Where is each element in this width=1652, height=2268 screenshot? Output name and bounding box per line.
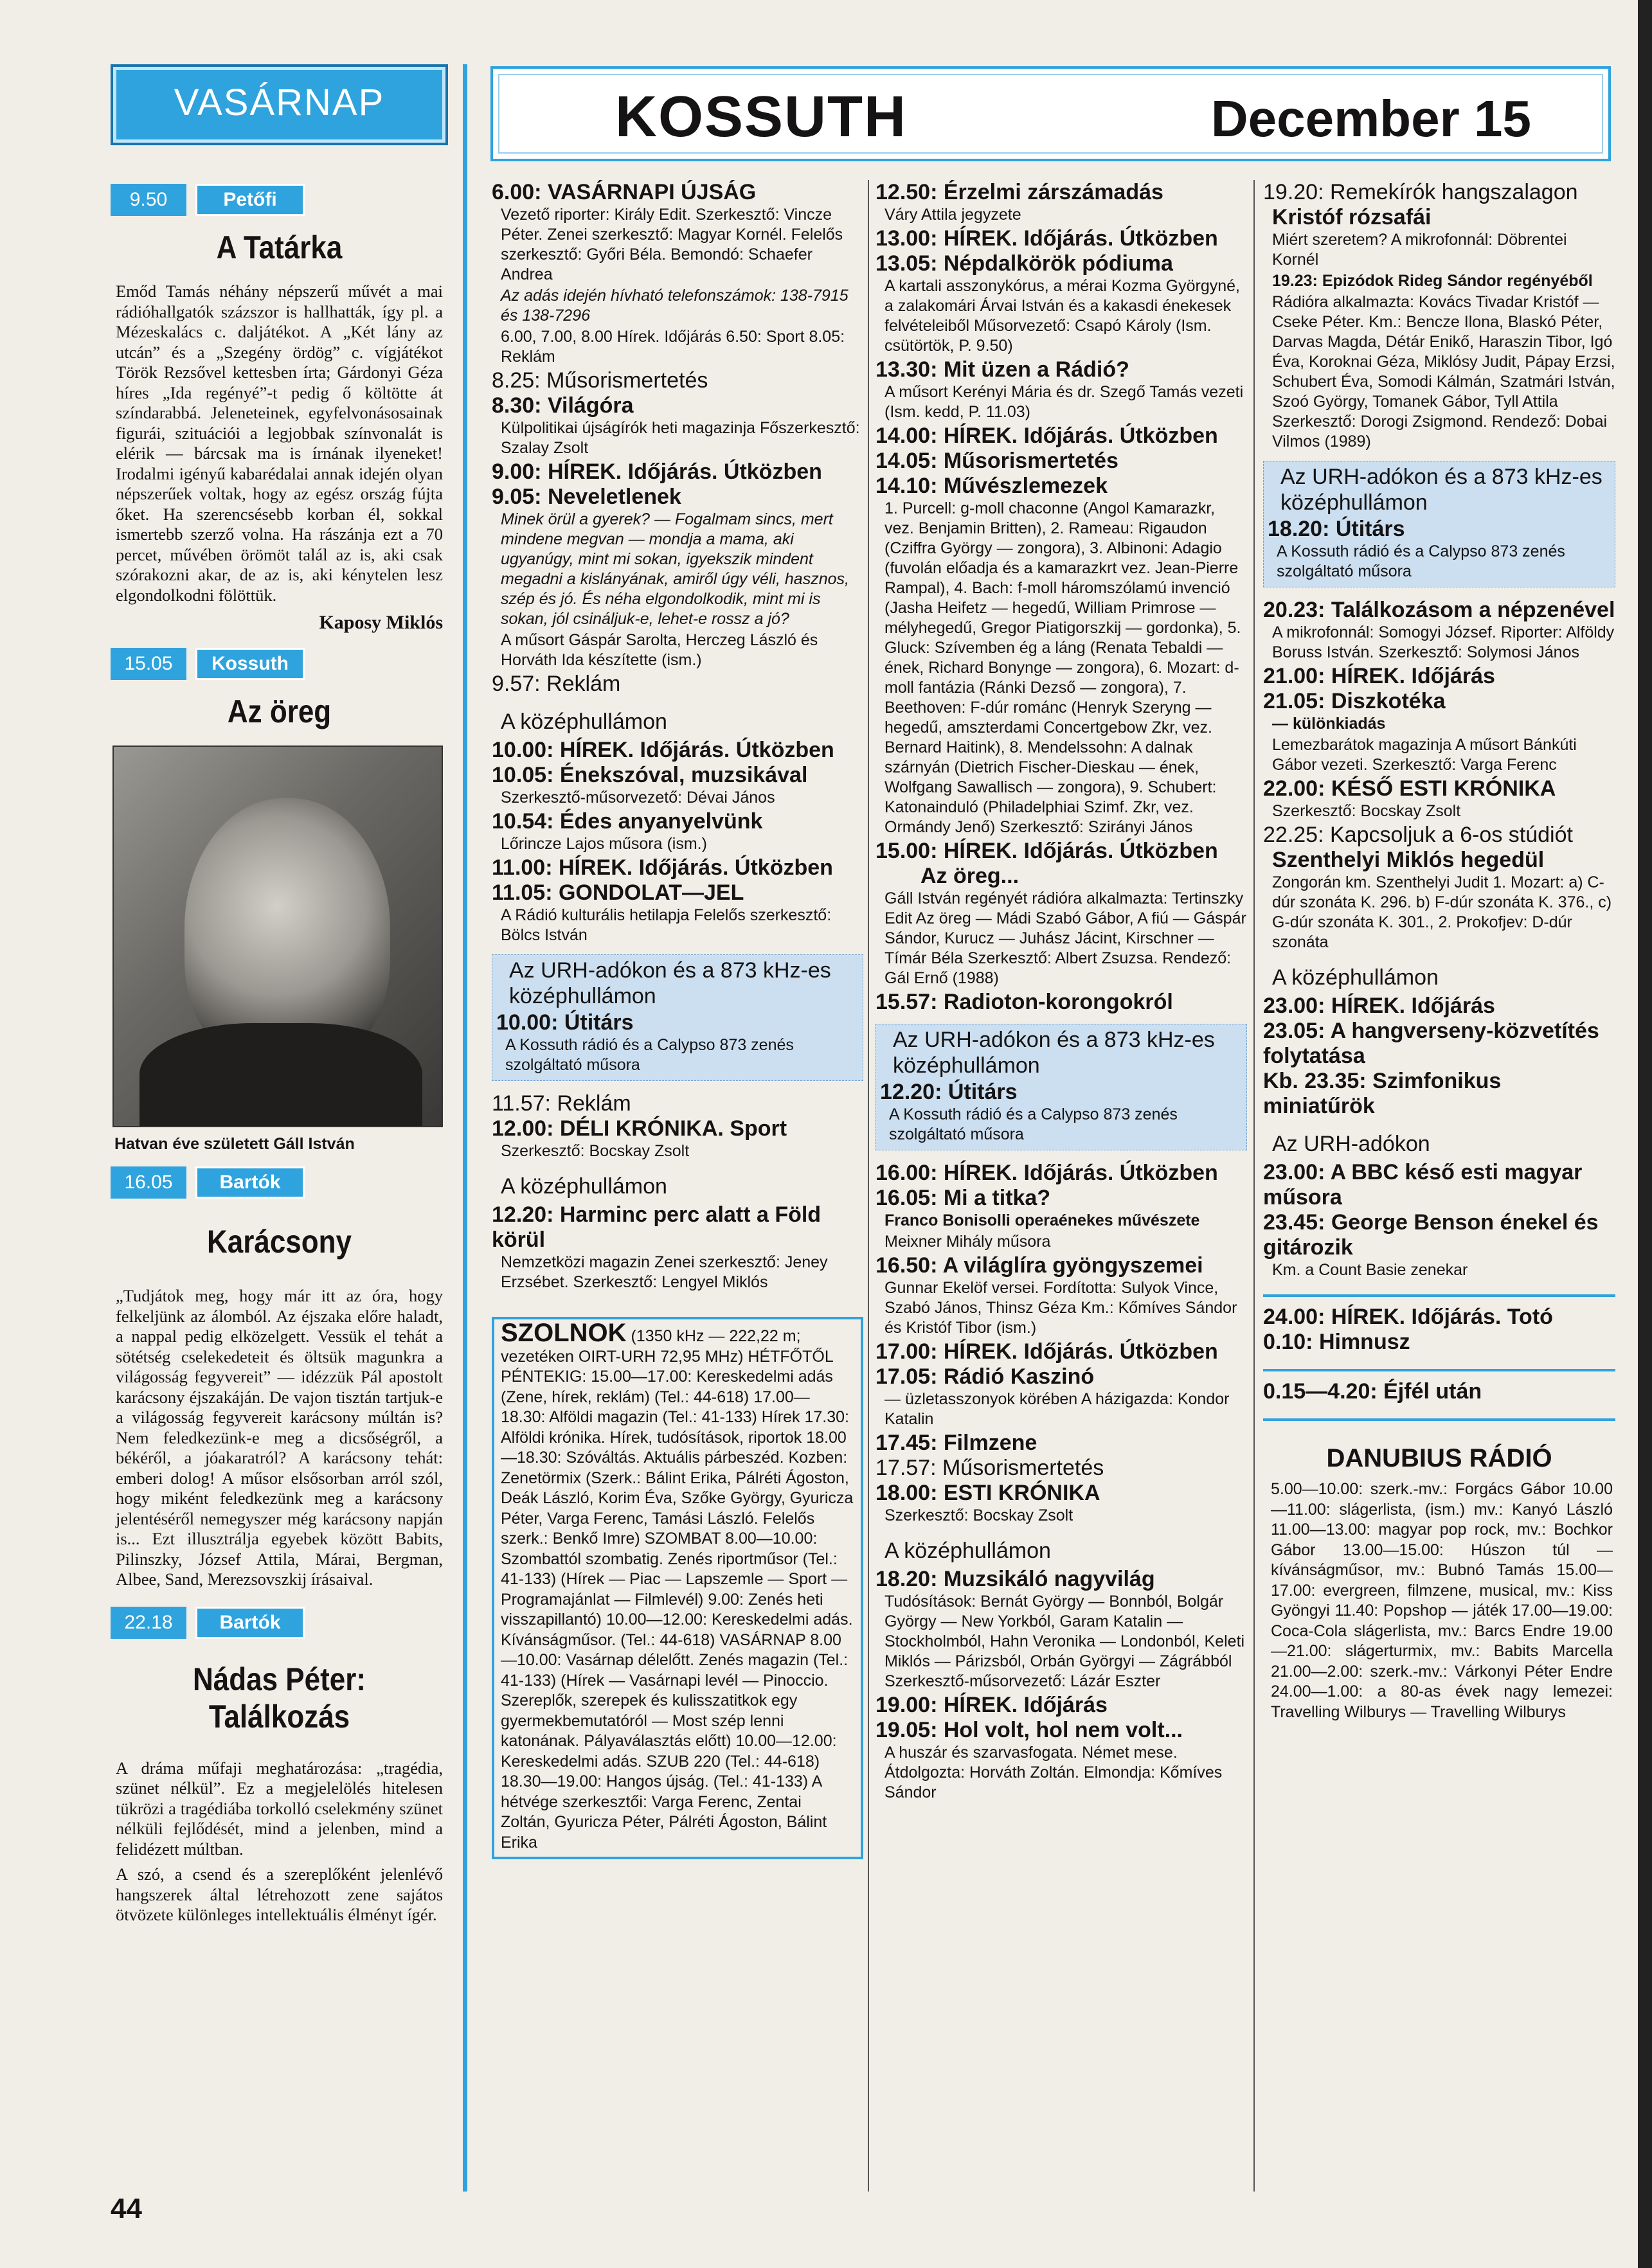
program-detail: Rádióra alkalmazta: Kovács Tivadar Kristóf — Cseke Péter. Km.: Bencze Ilona, Blaskó Péter, Darvas Magda, Détár Enikő, Haraszin Tibor, Igó Éva, Koroknai Géza, Miklósy Judit, Pápay Erzsi, Schubert Éva, Somodi Kálmán, Szatmári István, Szoó György, Tomanek Gábor, Tyll Attila Szerkesztő: Dorogi Zsigmond. Rendező: Dobai Vilmos (1989): [1272, 293, 1615, 451]
program-entry: 18.20: Muzsikáló nagyvilág: [875, 1567, 1155, 1591]
program-detail: Franco Bonisolli operaénekes művészete: [884, 1211, 1200, 1229]
article-title: A Tatárka: [216, 229, 343, 265]
program-detail: A műsort Kerényi Mária és dr. Szegő Tamás vezeti (Ism. kedd, P. 11.03): [884, 383, 1244, 421]
page-binding-edge: [1638, 0, 1652, 2268]
slot-channel: Petőfi: [195, 184, 305, 216]
article-signature: Kaposy Miklós: [319, 612, 443, 633]
program-entry: 0.10: Himnusz: [1263, 1330, 1410, 1354]
program-detail: A mikrofonnál: Somogyi József. Riporter: Alföldy Boruss István. Szerkesztő: Solymosi János: [1272, 623, 1615, 661]
program-detail: Miért szeretem? A mikrofonnál: Döbrentei Kornél: [1272, 231, 1567, 269]
band-heading: Az URH-adókon: [1272, 1132, 1430, 1156]
program-entry: 11.57: Reklám: [492, 1091, 631, 1116]
program-entry: 10.00: Útitárs: [496, 1010, 634, 1035]
program-detail: 1. Purcell: g-moll chaconne (Angol Kamarazkr, vez. Benjamin Britten), 2. Rameau: Rigaudon (Cziffra György — zongora), 3. Albinoni: Adagio (fuvolán előadja és a kamarazkrt vez. Jean-Pierre Rampal), 4. Bach: f-moll háromszólamú invenció (Jasha Heifetz — hegedű, William Primrose — mélyhegedű, Gregor Piatigorszkij — gordonka), 5. Gluck: Szívemben ég a láng (Renata Tebaldi — ének, Richard Bonynge — zongora), 6. Mozart: d-moll fantázia (Ránki Dezső — zongora), 7. Beethoven: F-dúr románc (Henryk Szeryng — hegedű, amszterdami Concertgebow Zkr, vez. Bernard Haitink), 8. Mendelssohn: A dalnak szárnyán (Dietrich Fischer-Dieskau — ének, Wolfgang Sawallisch — zongora), 9. Schubert: Katonainduló (Philadelphiai Szimf. Zkr, vez. Ormándy Jenő) Szerkesztő: Szirányi János: [884, 499, 1241, 836]
article-title: Az öreg: [227, 693, 332, 729]
program-detail: Meixner Mihály műsora: [884, 1233, 1051, 1251]
left-column: [111, 64, 448, 2192]
program-entry: 14.05: Műsorismertetés: [875, 449, 1118, 473]
program-entry: 19.05: Hol volt, hol nem volt...: [875, 1718, 1183, 1742]
slot-channel: Bartók: [195, 1166, 305, 1199]
program-entry: 12.20: Harminc perc alatt a Föld körül: [492, 1202, 822, 1252]
band-heading: A középhullámon: [501, 1174, 667, 1199]
title-bar-inner: [498, 74, 1603, 154]
article-title: Karácsony: [206, 1224, 352, 1260]
program-entry: 20.23: Találkozásom a népzenével: [1263, 598, 1615, 622]
program-detail: Lőrincze Lajos műsora (ism.): [501, 835, 707, 853]
program-detail: Minek örül a gyerek? — Fogalmam sincs, mert mindene megvan — mondja a mama, aki ugyanúgy, mint mi sokan, igyekszik mindent megadni a kislányának, amiről úgy véli, hasznos, szép és jó. És néha elgondolkodik, mint mi is sokan, jól csináljuk-e, lehet-e rossz a jó?: [501, 510, 849, 628]
band-heading: A középhullámon: [1272, 965, 1439, 990]
program-entry: 15.57: Radioton-korongokról: [875, 990, 1173, 1014]
program-detail: Szerkesztő: Bocskay Zsolt: [1272, 802, 1461, 820]
band-heading: A középhullámon: [884, 1539, 1051, 1563]
program-detail: Zongorán km. Szenthelyi Judit 1. Mozart: a) C-dúr szonáta K. 296. b) F-dúr szonáta K. 376., c) G-dúr szonáta K. 301., 2. Prokofjev: D-dúr szonáta: [1272, 873, 1612, 951]
danubius-title: DANUBIUS RÁDIÓ: [1326, 1444, 1552, 1472]
program-detail: Lemezbarátok magazinja A műsort Bánkúti Gábor vezeti. Szerkesztő: Varga Ferenc: [1272, 736, 1577, 774]
program-detail: A Rádió kulturális hetilapja Felelős szerkesztő: Bölcs István: [501, 906, 832, 944]
program-entry: 11.05: GONDOLAT—JEL: [492, 880, 744, 905]
portrait-photo: [112, 746, 443, 1127]
article-text: Emőd Tamás néhány népszerű művét a mai rádióhallgatók százszor is hallhatták, így pl. a Mézeskalács c. daljátékot. A „Két lány az utcán” és a „Szegény ördög” c. vígjátékot Török Rezsővel kettesben írta; Gárdonyi Géza híres „Ida regényé”-t pedig ő költötte át színdarabbá. Jeleneteinek, egyfelvonásosainak figurái, szituációi a legjobbak színvonalát is elérik — bárcsak ma is írnának ilyeneket! Irodalmi igényű kabarédalai annak idején olyan népszerűek voltak, hogy az egész ország fújta őket. Ha szerencsésebb korban él, sokkal ismertebb szerző volna. Ha rászánja ezt a 70 percet, művében örömöt talál az is, aki csak szórakozni akar, de az is, aki kénytelen lesz elgondolkodni fölöttük.: [116, 281, 443, 605]
program-detail: Váry Attila jegyzete: [884, 206, 1021, 224]
date-title: December 15: [1210, 90, 1531, 147]
program-entry: 17.05: Rádió Kaszinó: [875, 1364, 1095, 1389]
program-entry: 14.10: Művészlemezek: [875, 474, 1108, 498]
program-entry: 13.00: HÍREK. Időjárás. Útközben: [875, 226, 1218, 251]
program-entry: Kristóf rózsafái: [1272, 205, 1432, 229]
urh-box: [1263, 461, 1615, 587]
program-entry: 22.00: KÉSŐ ESTI KRÓNIKA: [1263, 776, 1556, 801]
urh-box: [492, 954, 863, 1081]
photo-caption: Hatvan éve született Gáll István: [114, 1135, 355, 1153]
article-title: Nádas Péter: Találkozás: [192, 1661, 366, 1735]
program-detail: Tudósítások: Bernát György — Bonnból, Bolgár György — New Yorkból, Garam Katalin — Stockholmból, Hahn Veronika — Londonból, Keleti Miklós — Párizsból, Orbán Györgyi — Zágrábból Szerkesztő-műsorvezető: Lázár Eszter: [884, 1593, 1245, 1690]
slot-label: [111, 184, 448, 216]
station-title: KOSSUTH: [615, 85, 908, 149]
program-detail: A Kossuth rádió és a Calypso 873 zenés szolgáltató műsora: [1277, 542, 1565, 580]
slot-label: [111, 1607, 448, 1639]
program-entry: 21.00: HÍREK. Időjárás: [1263, 664, 1495, 688]
slot-time: 15.05: [111, 648, 186, 680]
program-entry: 23.05: A hangverseny-közvetítés folytatása: [1263, 1019, 1599, 1068]
slot-label: [111, 648, 448, 680]
day-banner: VASÁRNAP: [111, 64, 448, 145]
program-entry: Az öreg...: [920, 864, 1019, 888]
program-detail: A műsort Gáspár Sarolta, Herczeg László és Horváth Ida készítette (ism.): [501, 631, 818, 669]
program-entry: 6.00: VASÁRNAPI ÚJSÁG: [492, 180, 757, 204]
program-entry: 18.20: Útitárs: [1268, 517, 1405, 541]
program-detail: A kartali asszonykórus, a mérai Kozma Györgyné, a zalakomári Árvai István és a kakasdi énekesek felvételeiből Műsorvezető: Csapó Károly (Ism. csütörtök, P. 9.50): [884, 277, 1241, 355]
program-entry: 21.05: Diszkotéka: [1263, 689, 1446, 713]
program-detail: 6.00, 7.00, 8.00 Hírek. Időjárás 6.50: Sport 8.05: Reklám: [501, 328, 845, 366]
slot-time: 22.18: [111, 1607, 186, 1639]
schedule-column-1: [492, 180, 863, 2185]
danubius-text: 5.00—10.00: szerk.-mv.: Forgács Gábor 10.00—11.00: slágerlista, (ism.) mv.: Kanyó László 11.00—13.00: magyar pop rock, mv.: Bochkor Gábor 13.00—15.00: Húszon túl — kívánságműsor, mv.: Bubnó Tamás 15.00—17.00: evergreen, filmzene, musical, mv.: Kiss Gyöngyi 11.40: Popshop — játék 17.00—19.00: Coca-Cola slágerlista, mv.: Barcs Endre 19.00—21.00: slágerturmix, mv.: Babits Marcella 21.00—2.00: szerk.-mv.: Várkonyi Péter Endre 24.00—1.00: a 80-as évek nagy lemezei: Travelling Wilburys — Travelling Wilburys: [1271, 1480, 1613, 1721]
regional-box: [492, 1317, 863, 1859]
program-entry: 18.00: ESTI KRÓNIKA: [875, 1481, 1100, 1505]
column-divider: [868, 180, 869, 2192]
program-detail: — üzletasszonyok körében A házigazda: Kondor Katalin: [884, 1390, 1230, 1428]
program-entry: 16.50: A világlíra gyöngyszemei: [875, 1253, 1203, 1278]
article-text: A dráma műfaji meghatározása: „tragédia, szünet nélkül”. Ez a megjelelölés hitelesen tükrözi a tragédiába torkolló cselekmény szünet nélküli fejlődését, mind a jelenben, mind a felidézett múltban.: [116, 1758, 443, 1859]
band-heading: Az URH-adókon és a 873 kHz-es középhullámon: [893, 1028, 1215, 1078]
program-entry: 13.30: Mit üzen a Rádió?: [875, 357, 1129, 382]
program-entry: 24.00: HÍREK. Időjárás. Totó: [1263, 1305, 1553, 1329]
band-heading: A középhullámon: [501, 710, 667, 734]
program-entry: 22.25: Kapcsoljuk a 6-os stúdiót: [1263, 823, 1573, 847]
band-heading: Az URH-adókon és a 873 kHz-es középhullámon: [509, 958, 831, 1008]
program-entry: 23.45: George Benson énekel és gitározik: [1263, 1210, 1599, 1260]
program-entry: 17.45: Filmzene: [875, 1431, 1037, 1455]
program-entry: 12.00: DÉLI KRÓNIKA. Sport: [492, 1116, 787, 1141]
slot-channel: Bartók: [195, 1607, 305, 1639]
program-entry: 8.25: Műsorismertetés: [492, 368, 708, 393]
program-entry: 10.54: Édes anyanyelvünk: [492, 809, 763, 834]
program-detail: 19.23: Epizódok Rideg Sándor regényéből: [1272, 272, 1593, 290]
program-entry: 8.30: Világóra: [492, 393, 634, 418]
article-text: A szó, a csend és a szereplőként jelenlévő hangszerek által létrehozott zene sajátos ötvözete különleges intellektuális élményt ígér.: [116, 1864, 443, 1924]
slot-label: [111, 1166, 448, 1199]
program-entry: 13.05: Népdalkörök pódiuma: [875, 251, 1173, 276]
program-entry: 19.00: HÍREK. Időjárás: [875, 1693, 1108, 1717]
article-text: „Tudjátok meg, hogy már itt az óra, hogy felkeljünk az álomból. Az éjszaka előre haladt, a nappal pedig elközelgett. Vessük el tehát a sötétség cselekedeteit és öltsük magunkra a világosság fegyvereit” — idézzük Pál apostolt karácsony éjszakáján. De vajon tisztán tartjuk-e a világosság fegyvereit karácsony múltán is? Nem feledkezünk-e meg a dicsőségről, a békéről, a jóakaratról? A karácsony tehát: emberi dolog! A műsor elsősorban arról szól, hogy miként feledkezünk meg a karácsony jelentéséről nemegyszer még karácsony napján is... Ezt illusztrálja egyebek között Babits, Pilinszky, József Attila, Márai, Bergman, Albee, Sand, Merezsovszkij írásaival.: [116, 1286, 443, 1589]
program-entry: 11.00: HÍREK. Időjárás. Útközben: [492, 855, 833, 880]
section-rule: [1263, 1369, 1615, 1371]
program-detail: Gáll István regényét rádióra alkalmazta: Tertinszky Edit Az öreg — Mádi Szabó Gábor, A fiú — Gáspár Sándor, Kurucz — Juhász Jácint, Kirschner — Tímár Béla Szerkesztő: Albert Zsuzsa. Rendező: Gál Ernő (1988): [884, 889, 1246, 987]
program-entry: 14.00: HÍREK. Időjárás. Útközben: [875, 424, 1218, 448]
program-entry: 9.00: HÍREK. Időjárás. Útközben: [492, 460, 822, 484]
program-entry: 9.57: Reklám: [492, 672, 621, 696]
program-entry: 9.05: Neveletlenek: [492, 485, 681, 509]
regional-text: (1350 kHz — 222,22 m; vezetéken OIRT-URH 72,95 MHz) HÉTFŐTŐL PÉNTEKIG: 15.00—17.00: Kereskedelmi adás (Zene, hírek, reklám) (Tel.: 44-618) 17.00—18.30: Alföldi magazin (Tel.: 41-133) Hírek 17.30: Alföldi krónika. Hírek, tudósítások, riportok 18.00—18.30: Szóváltás. Aktuális párbeszéd. Kozben: Zenetörmix (Szerk.: Bálint Erika, Pálréti Ágoston, Deák László, Korim Éva, Szőke György, Gyuricza Péter, Varga Ferenc, Tamási László. Felelős szerk.: Benkő Imre) SZOMBAT 8.00—10.00: Szombattól szombatig. Zenés riportműsor (Tel.: 41-133) (Hírek — Piac — Lapszemle — Sport — Programajánlat — Filmlevél) 9.00: Zenés heti visszapillantó) 10.00—12.00: Kereskedelmi adás. Kívánságműsor. (Tel.: 44-618) VASÁRNAP 8.00—10.00: Vasárnap délelőtt. Zenés magazin (Tel.: 41-133) (Hírek — Vasárnapi levél — Pinoccio. Szereplők, szerepek és kulisszatitkok egy gyermekbemutatóról — Most szép lenni katonának. Pályaválasztás előtt) 10.00—12.00: Kereskedelmi adás. SZUB 220 (Tel.: 44-618) 18.30—19.00: Hangos újság. (Tel.: 41-133) A hétvége szerkesztői: Varga Ferenc, Zentai Zoltán, Gyuricza Péter, Pálréti Ágoston, Bálint Erika: [501, 1327, 854, 1852]
program-entry: 19.20: Remekírók hangszalagon: [1263, 180, 1578, 204]
regional-title: SZOLNOK: [501, 1319, 627, 1347]
program-detail: Szerkesztő-műsorvezető: Dévai János: [501, 789, 775, 807]
program-entry: 17.00: HÍREK. Időjárás. Útközben: [875, 1339, 1218, 1364]
schedule-column-3: [1263, 180, 1615, 2185]
program-entry: 23.00: A BBC késő esti magyar műsora: [1263, 1160, 1583, 1210]
slot-channel: Kossuth: [195, 648, 305, 680]
section-rule: [1263, 1294, 1615, 1297]
program-detail: A Kossuth rádió és a Calypso 873 zenés szolgáltató műsora: [505, 1036, 794, 1074]
program-entry: 10.00: HÍREK. Időjárás. Útközben: [492, 738, 834, 762]
section-rule: [1263, 1418, 1615, 1421]
program-detail: A Kossuth rádió és a Calypso 873 zenés szolgáltató műsora: [889, 1105, 1178, 1143]
schedule-column-2: [875, 180, 1247, 2185]
title-bar: [490, 66, 1611, 161]
urh-box: [875, 1024, 1247, 1150]
program-entry: 0.15—4.20: Éjfél után: [1263, 1379, 1482, 1404]
program-detail: Gunnar Ekelöf versei. Fordította: Sulyok Vince, Szabó János, Thinsz Géza Km.: Kőmíves Sándor és Kristóf Tibor (ism.): [884, 1279, 1237, 1337]
slot-time: 16.05: [111, 1166, 186, 1199]
program-detail: Az adás idején hívható telefonszámok: 138-7915 és 138-7296: [501, 287, 848, 325]
program-detail: Vezető riporter: Király Edit. Szerkesztő: Vincze Péter. Zenei szerkesztő: Magyar Kornél. Felelős szerkesztő: Győri Béla. Bemondó: Schaefer Andrea: [501, 206, 843, 283]
slot-time: 9.50: [111, 184, 186, 216]
program-entry: Kb. 23.35: Szimfonikus miniatűrök: [1263, 1069, 1502, 1118]
program-detail: A huszár és szarvasfogata. Német mese. Átdolgozta: Horváth Zoltán. Elmondja: Kőmíves Sándor: [884, 1744, 1223, 1801]
program-entry: 16.05: Mi a titka?: [875, 1186, 1051, 1210]
program-detail: Km. a Count Basie zenekar: [1272, 1261, 1468, 1279]
program-entry: 12.20: Útitárs: [880, 1080, 1018, 1104]
program-entry: Szenthelyi Miklós hegedül: [1272, 848, 1545, 872]
band-heading: Az URH-adókon és a 873 kHz-es középhullámon: [1280, 465, 1603, 515]
column-divider: [1253, 180, 1255, 2192]
program-detail: Nemzetközi magazin Zenei szerkesztő: Jeney Erzsébet. Szerkesztő: Lengyel Miklós: [501, 1253, 828, 1291]
program-entry: 12.50: Érzelmi zárszámadás: [875, 180, 1163, 204]
program-detail: Külpolitikai újságírók heti magazinja Főszerkesztő: Szalay Zsolt: [501, 419, 860, 457]
program-detail: Szerkesztő: Bocskay Zsolt: [501, 1142, 690, 1160]
program-entry: 17.57: Műsorismertetés: [875, 1456, 1104, 1480]
program-entry: 23.00: HÍREK. Időjárás: [1263, 994, 1495, 1018]
program-detail: — különkiadás: [1272, 715, 1386, 733]
program-entry: 15.00: HÍREK. Időjárás. Útközben: [875, 839, 1218, 863]
program-detail: Szerkesztő: Bocskay Zsolt: [884, 1506, 1073, 1524]
page-number: 44: [111, 2193, 142, 2224]
program-entry: 16.00: HÍREK. Időjárás. Útközben: [875, 1161, 1218, 1185]
program-entry: 10.05: Énekszóval, muzsikával: [492, 763, 808, 787]
portrait-shoulders: [139, 1023, 422, 1127]
